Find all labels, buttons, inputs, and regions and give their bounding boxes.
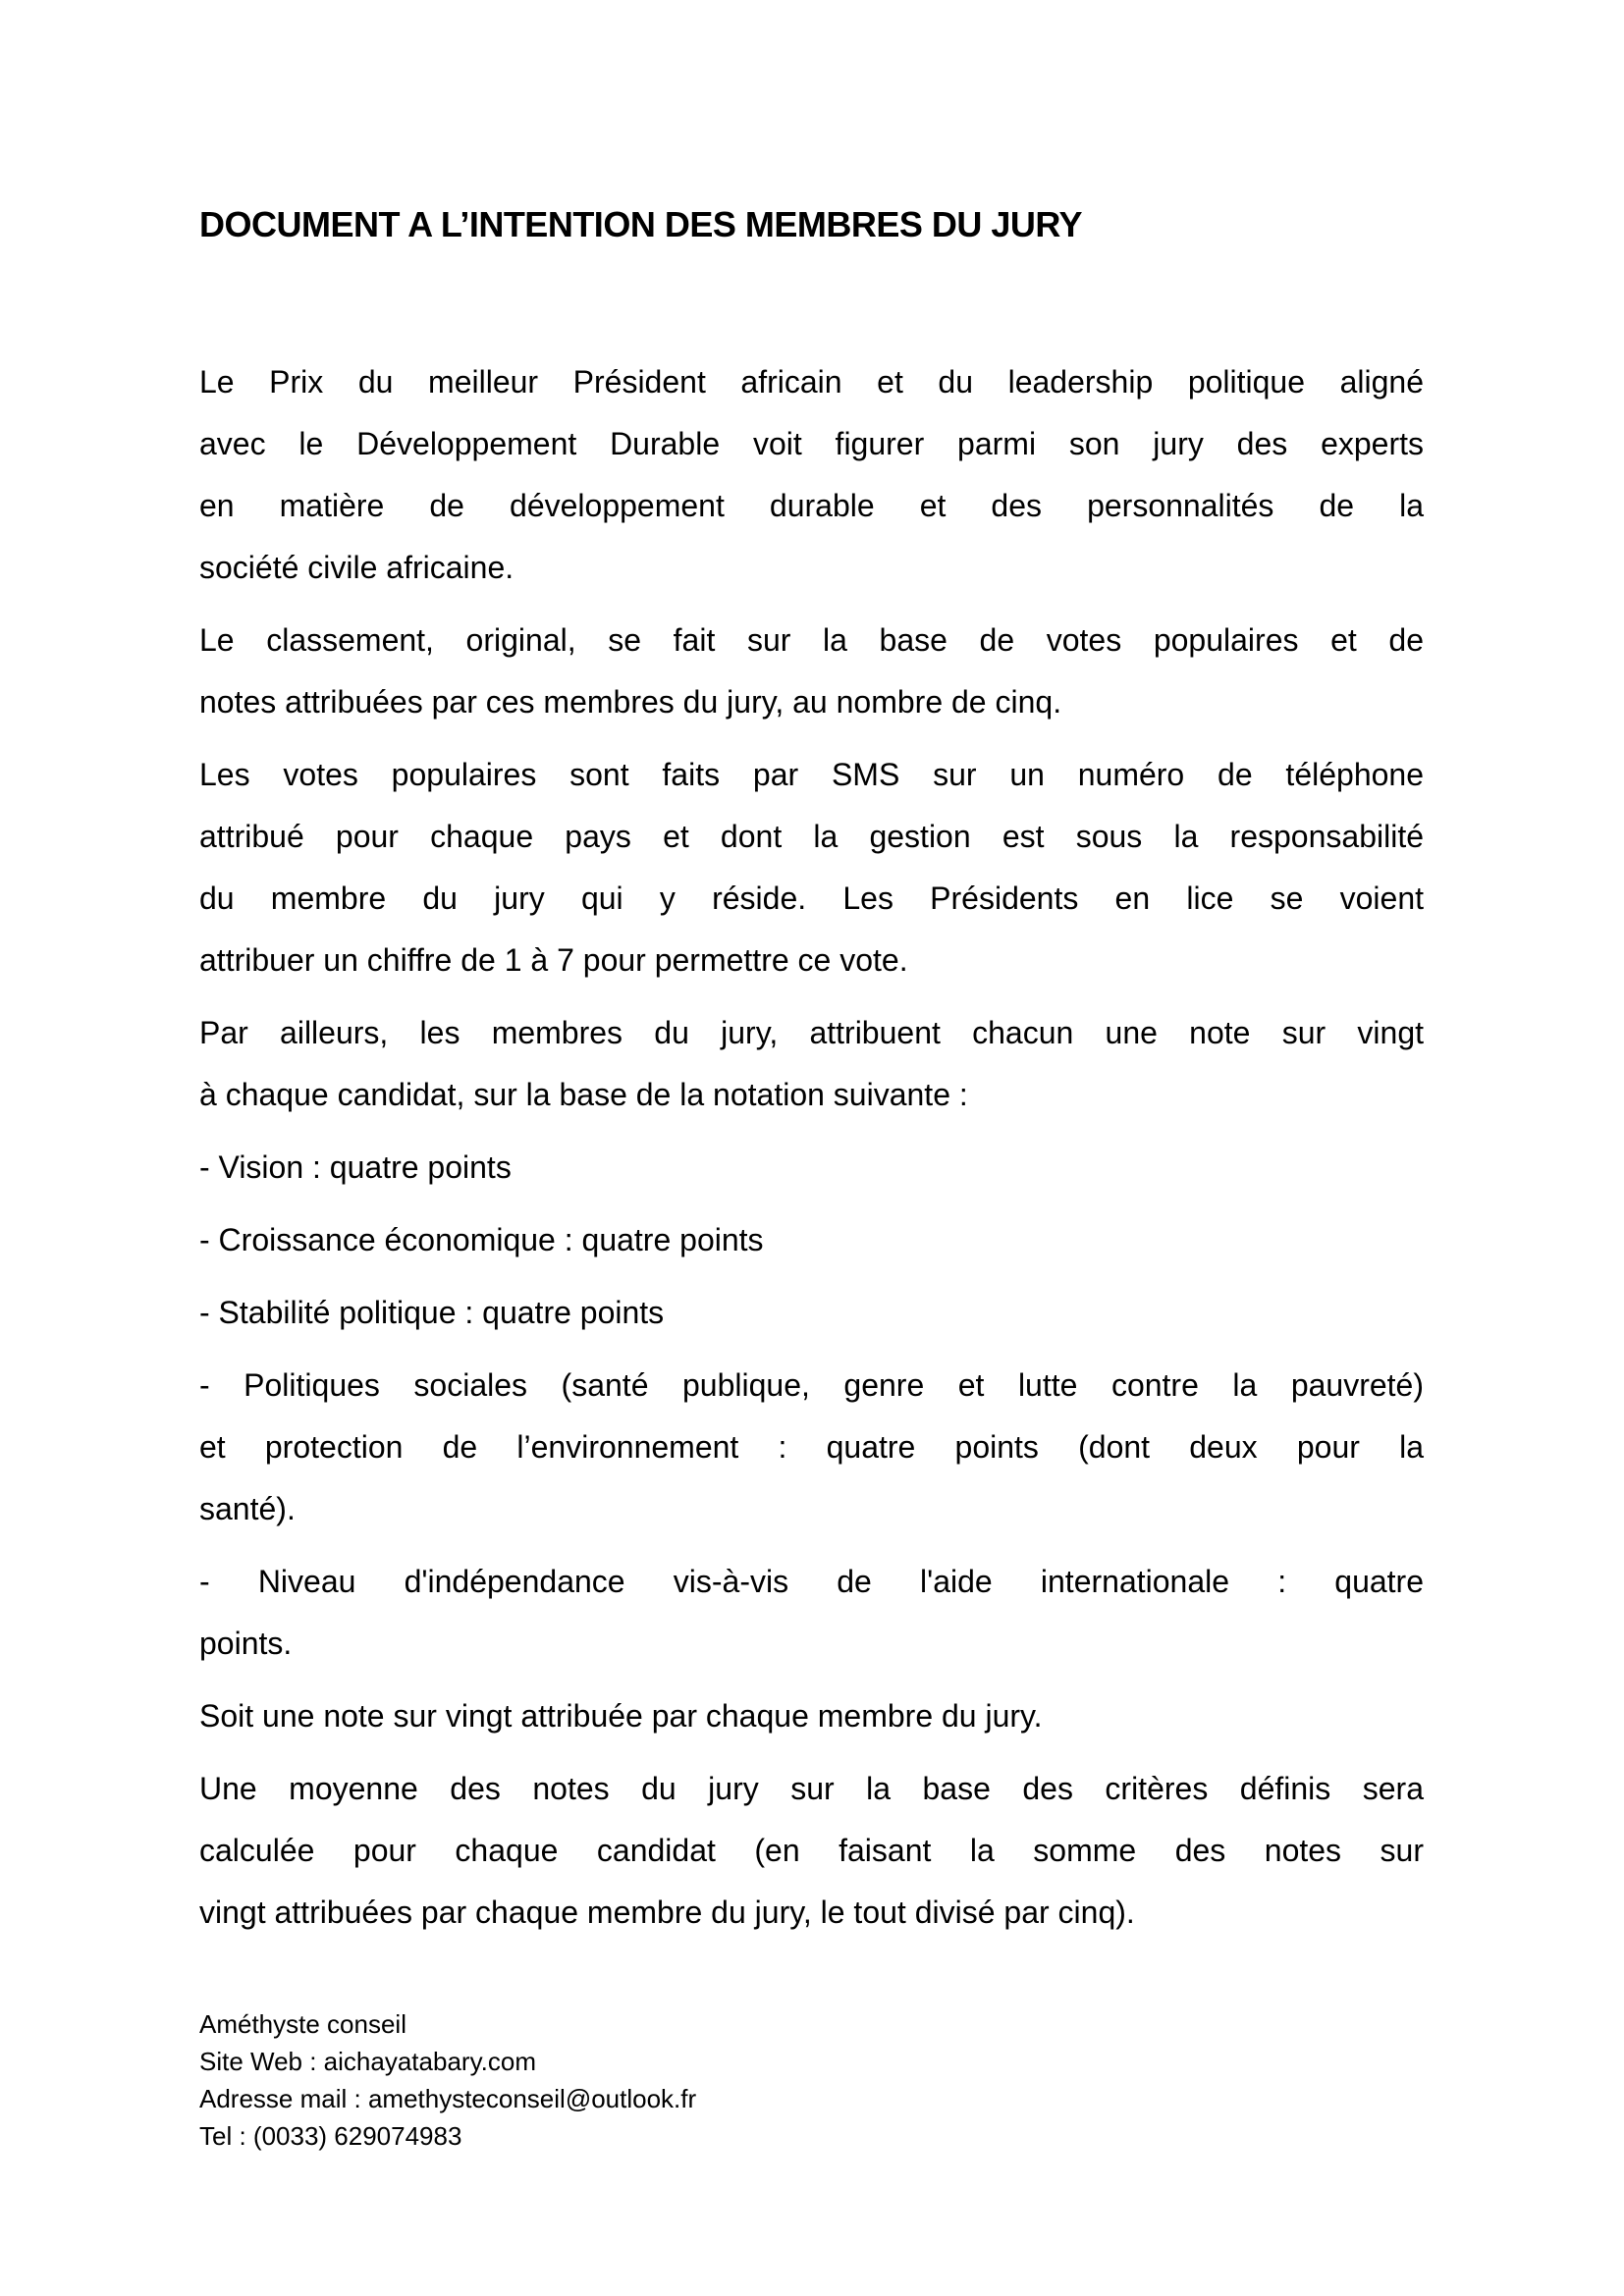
criterion-line: - Vision : quatre points xyxy=(199,1149,512,1185)
criterion-line: santé). xyxy=(199,1491,296,1526)
criterion-line: - Stabilité politique : quatre points xyxy=(199,1295,665,1330)
body-line: en matière de développement durable et des personnalités de la xyxy=(199,488,1424,523)
document-footer xyxy=(199,2005,1424,2155)
notation-paragraph xyxy=(199,1002,1424,1126)
criterion-politiques-sociales xyxy=(199,1355,1424,1540)
body-line: vingt attribuées par chaque membre du jury, le tout divisé par cinq). xyxy=(199,1895,1135,1930)
criterion-croissance xyxy=(199,1209,1424,1271)
criterion-line: et protection de l’environnement : quatre points (dont deux pour la xyxy=(199,1429,1424,1465)
body-line: Les votes populaires sont faits par SMS sur un numéro de téléphone xyxy=(199,757,1424,792)
note-totale-paragraph xyxy=(199,1685,1424,1747)
body-line: notes attribuées par ces membres du jury, au nombre de cinq. xyxy=(199,684,1062,720)
criterion-vision xyxy=(199,1137,1424,1199)
body-line: Le Prix du meilleur Président africain et du leadership politique aligné xyxy=(199,364,1424,400)
footer-website: Site Web : aichayatabary.com xyxy=(199,2047,536,2076)
body-line: société civile africaine. xyxy=(199,550,514,585)
body-line: Soit une note sur vingt attribuée par chaque membre du jury. xyxy=(199,1698,1043,1734)
document-title: DOCUMENT A L’INTENTION DES MEMBRES DU JURY xyxy=(199,204,1083,244)
body-line: avec le Développement Durable voit figurer parmi son jury des experts xyxy=(199,426,1424,461)
criterion-line: - Croissance économique : quatre points xyxy=(199,1222,764,1257)
criterion-stabilite xyxy=(199,1282,1424,1344)
body-line: à chaque candidat, sur la base de la notation suivante : xyxy=(199,1077,968,1112)
intro-paragraph xyxy=(199,351,1424,599)
criterion-line: points. xyxy=(199,1626,293,1661)
classement-paragraph xyxy=(199,610,1424,733)
footer-phone: Tel : (0033) 629074983 xyxy=(199,2121,462,2151)
criterion-line: - Politiques sociales (santé publique, genre et lutte contre la pauvreté) xyxy=(199,1367,1424,1403)
footer-email: Adresse mail : amethysteconseil@outlook.fr xyxy=(199,2084,697,2113)
criterion-line: - Niveau d'indépendance vis-à-vis de l'aide internationale : quatre xyxy=(199,1564,1424,1599)
body-line: Une moyenne des notes du jury sur la base des critères définis sera xyxy=(199,1771,1424,1806)
body-line: du membre du jury qui y réside. Les Présidents en lice se voient xyxy=(199,881,1424,916)
body-line: attribué pour chaque pays et dont la gestion est sous la responsabilité xyxy=(199,819,1424,854)
body-line: calculée pour chaque candidat (en faisant la somme des notes sur xyxy=(199,1833,1424,1868)
votes-sms-paragraph xyxy=(199,744,1424,991)
moyenne-paragraph xyxy=(199,1758,1424,1944)
body-line: Par ailleurs, les membres du jury, attribuent chacun une note sur vingt xyxy=(199,1015,1424,1050)
body-line: attribuer un chiffre de 1 à 7 pour permettre ce vote. xyxy=(199,942,908,978)
criterion-independance xyxy=(199,1551,1424,1675)
body-line: Le classement, original, se fait sur la base de votes populaires et de xyxy=(199,622,1424,658)
footer-company-name: Améthyste conseil xyxy=(199,2009,406,2039)
